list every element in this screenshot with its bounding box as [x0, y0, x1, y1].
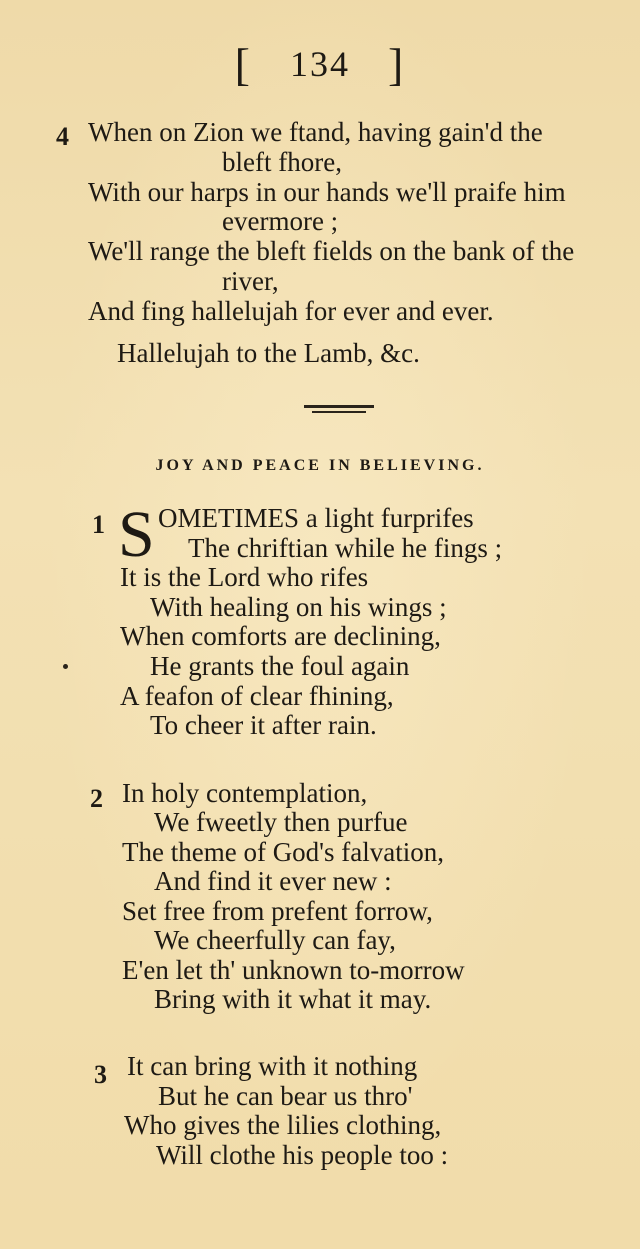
verse-line: OMETIMES a light furprifes [158, 503, 474, 533]
verse-line: When on Zion we ftand, having gain'd the [88, 117, 543, 147]
verse-line: We cheerfully can fay, [154, 925, 396, 955]
verse-line: We fweetly then purfue [154, 807, 408, 837]
verse-line: When comforts are declining, [120, 621, 441, 651]
verse-line: But he can bear us thro' [158, 1081, 413, 1111]
drop-cap: S [118, 498, 155, 571]
left-bracket: [ [234, 39, 252, 90]
ink-speck [63, 664, 68, 669]
hymn-title: JOY AND PEACE IN BELIEVING. [155, 457, 485, 474]
page-number [0, 38, 640, 91]
section-divider-thin [312, 411, 366, 413]
verse-line: Will clothe his people too : [156, 1140, 449, 1170]
verse-line: A feafon of clear fhining, [120, 681, 394, 711]
verse-line: The chriftian while he fings ; [188, 533, 503, 563]
verse-line: To cheer it after rain. [150, 710, 377, 740]
right-bracket: ] [388, 39, 406, 90]
verse-line: Set free from prefent forrow, [122, 896, 433, 926]
verse-line: We'll range the bleft fields on the bank of the [88, 236, 575, 266]
verse-line: Bring with it what it may. [154, 984, 432, 1014]
verse-line: bleft fhore, [222, 147, 342, 177]
verse-line: And find it ever new : [154, 866, 392, 896]
section-divider [304, 405, 374, 408]
chorus-line: Hallelujah to the Lamb, &c. [117, 338, 420, 368]
verse-line: It can bring with it nothing [127, 1051, 418, 1081]
page-number-value: 134 [290, 44, 350, 84]
stanza-number: 4 [56, 122, 69, 151]
verse-line: Who gives the lilies clothing, [124, 1110, 442, 1140]
verse-line: With our harps in our hands we'll praife him [88, 177, 566, 207]
verse-line: And fing hallelujah for ever and ever. [88, 296, 494, 326]
verse-line: In holy contemplation, [122, 778, 368, 808]
verse-line: The theme of God's falvation, [122, 837, 445, 867]
verse-line: With healing on his wings ; [150, 592, 447, 622]
verse-line: He grants the foul again [150, 651, 410, 681]
stanza-number: 3 [94, 1060, 107, 1089]
stanza-number: 2 [90, 784, 103, 813]
verse-line: river, [222, 266, 279, 296]
verse-line: evermore ; [222, 206, 339, 236]
verse-line: E'en let th' unknown to-morrow [122, 955, 465, 985]
verse-line: It is the Lord who rifes [120, 562, 369, 592]
stanza-number: 1 [92, 510, 105, 539]
